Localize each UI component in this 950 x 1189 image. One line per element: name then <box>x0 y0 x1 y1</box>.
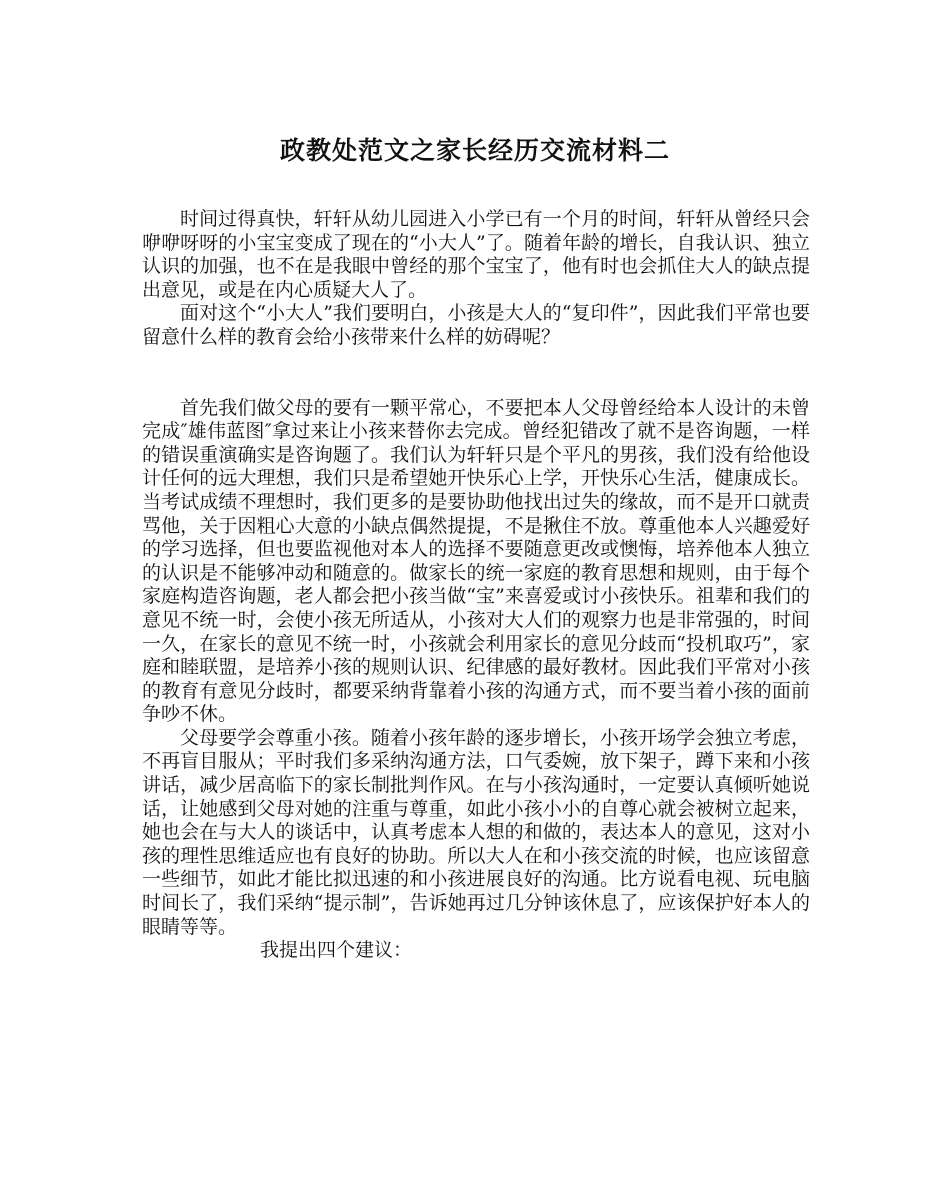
document-title: 政教处范文之家长经历交流材料二 <box>279 136 670 165</box>
paragraph-spacer <box>142 350 810 397</box>
document-body <box>142 208 810 963</box>
paragraph-respect-child: 父母要学会尊重小孩。随着小孩年龄的逐步增长，小孩开场学会独立考虑，不再盲目服从；平时我们多采纳沟通方法，口气委婉，放下架子，蹲下来和小孩讲话，减少居高临下的家长制批判作风。在与小孩沟通时，一定要认真倾听她说话，让她感到父母对她的注重与尊重，如此小孩小小的自尊心就会被树立起来，她也会在与大人的谈话中，认真考虑本人想的和做的，表达本人的意见，这对小孩的理性思维适应也有良好的协助。所以大人在和小孩交流的时候，也应该留意一些细节，如此才能比拟迅速的和小孩进展良好的沟通。比方说看电视、玩电脑时间长了，我们采纳“提示制”，告诉她再过几分钟该休息了，应该保护好本人的眼睛等等。 <box>142 726 810 938</box>
suggestions-heading: 我提出四个建议： <box>260 939 413 962</box>
paragraph-intro: 时间过得真快，轩轩从幼儿园进入小学已有一个月的时间，轩轩从曾经只会咿咿呀呀的小宝宝变成了现在的“小大人”了。随着年龄的增长，自我认识、独立认识的加强，也不在是我眼中曾经的那个宝宝了，他有时也会抓住大人的缺点提出意见，或是在内心质疑大人了。 <box>142 208 810 301</box>
paragraph-parent-attitude: 首先我们做父母的要有一颗平常心，不要把本人父母曾经给本人设计的未曾完成″雄伟蓝图″拿过来让小孩来替你去完成。曾经犯错改了就不是咨询题，一样的错误重演确实是咨询题了。我们认为轩轩只是个平凡的男孩，我们没有给他设计任何的远大理想，我们只是希望她开快乐心上学，开快乐心生活，健康成长。当考试成绩不理想时，我们更多的是要协助他找出过失的缘故，而不是开口就责骂他，关于因粗心大意的小缺点偶然提提，不是揪住不放。尊重他本人兴趣爱好的学习选择，但也要监视他对本人的选择不要随意更改或懊悔，培养他本人独立的认识是不能够冲动和随意的。做家长的统一家庭的教育思想和规则，由于每个家庭构造咨询题，老人都会把小孩当做“宝”来喜爱或讨小孩快乐。祖辈和我们的意见不统一时，会使小孩无所适从，小孩对大人们的观察力也是非常强的，时间一久，在家长的意见不统一时，小孩就会利用家长的意见分歧而“投机取巧”，家庭和睦联盟，是培养小孩的规则认识、纪律感的最好教材。因此我们平常对小孩的教育有意见分歧时，都要采纳背靠着小孩的沟通方式，而不要当着小孩的面前争吵不休。 <box>142 396 810 726</box>
paragraph-copy-analogy: 面对这个“小大人”我们要明白，小孩是大人的“复印件”，因此我们平常也要留意什么样的教育会给小孩带来什么样的妨碍呢？ <box>142 302 810 348</box>
